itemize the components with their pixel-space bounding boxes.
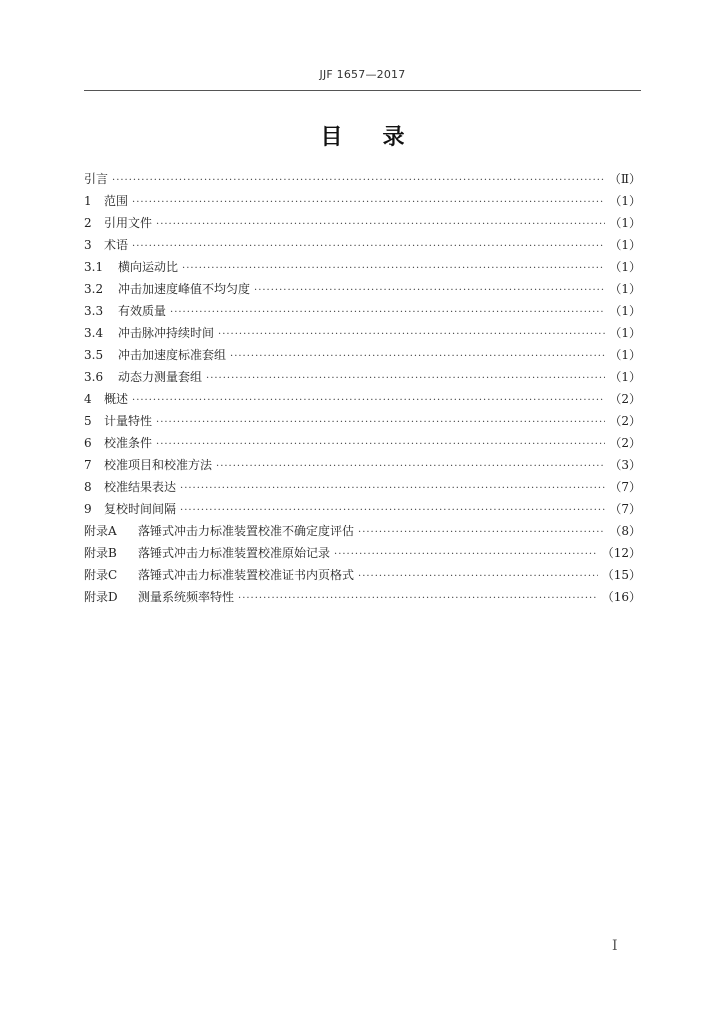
toc-dot-leader xyxy=(112,170,605,192)
title-char-2: 录 xyxy=(382,125,405,150)
toc-entry-label: 校准条件 xyxy=(104,436,153,450)
toc-entry-page: （1） xyxy=(609,370,641,384)
toc-entry-3-1[interactable] xyxy=(84,256,641,278)
document-code-header: JJF 1657—2017 xyxy=(319,68,406,81)
toc-entry-page: （12） xyxy=(601,546,641,560)
toc-entry-5[interactable] xyxy=(84,410,641,432)
toc-dot-leader xyxy=(230,346,605,368)
toc-entry-page: （15） xyxy=(601,568,641,582)
toc-entry-appendix-b[interactable] xyxy=(84,542,641,564)
toc-entry-label: 动态力测量套组 xyxy=(118,370,203,384)
toc-dot-leader xyxy=(358,522,605,544)
toc-entry-label: 横向运动比 xyxy=(118,260,179,274)
toc-entry-label: 计量特性 xyxy=(104,414,153,428)
toc-entry-label: 概述 xyxy=(104,392,129,406)
toc-entry-page: （1） xyxy=(609,238,641,252)
toc-dot-leader xyxy=(156,412,605,434)
toc-entry-label: 冲击脉冲持续时间 xyxy=(118,326,215,340)
toc-dot-leader xyxy=(182,258,605,280)
toc-entry-number: 8 xyxy=(84,480,92,494)
toc-entry-page: （1） xyxy=(609,348,641,362)
toc-entry-page: （1） xyxy=(609,304,641,318)
toc-dot-leader xyxy=(358,566,598,588)
toc-entry-appendix-c[interactable] xyxy=(84,564,641,586)
toc-entry-page: （1） xyxy=(609,282,641,296)
toc-entry-3-3[interactable] xyxy=(84,300,641,322)
toc-entry-label: 校准结果表达 xyxy=(104,480,177,494)
toc-entry-1[interactable] xyxy=(84,190,641,212)
toc-entry-label: 范围 xyxy=(104,194,129,208)
toc-entry-label: 引言 xyxy=(84,172,109,186)
toc-entry-label: 校准项目和校准方法 xyxy=(104,458,213,472)
toc-entry-page: （2） xyxy=(609,414,641,428)
toc-entry-label: 复校时间间隔 xyxy=(104,502,177,516)
toc-entry-number: 3.1 xyxy=(84,260,104,274)
toc-entry-label: 测量系统频率特性 xyxy=(138,590,235,604)
toc-entry-label: 术语 xyxy=(104,238,129,252)
toc-entry-number: 3.3 xyxy=(84,304,104,318)
toc-entry-4[interactable] xyxy=(84,388,641,410)
toc-entry-label: 落锤式冲击力标准装置校准不确定度评估 xyxy=(138,524,355,538)
toc-entry-number: 1 xyxy=(84,194,92,208)
toc-entry-number: 3 xyxy=(84,238,92,252)
toc-entry-2[interactable] xyxy=(84,212,641,234)
toc-entry-number: 5 xyxy=(84,414,92,428)
toc-entry-number: 2 xyxy=(84,216,92,230)
toc-entry-page: （Ⅱ） xyxy=(608,172,641,186)
toc-entry-3-6[interactable] xyxy=(84,366,641,388)
toc-entry-number: 附录D xyxy=(84,590,118,604)
toc-dot-leader xyxy=(216,456,605,478)
toc-entry-page: （7） xyxy=(609,480,641,494)
toc-entry-number: 附录A xyxy=(84,524,117,538)
toc-entry-6[interactable] xyxy=(84,432,641,454)
toc-entry-page: （8） xyxy=(609,524,641,538)
toc-dot-leader xyxy=(238,588,598,610)
toc-entry-number: 附录B xyxy=(84,546,117,560)
header-divider xyxy=(84,90,641,91)
toc-entry-7[interactable] xyxy=(84,454,641,476)
toc-entry-appendix-d[interactable] xyxy=(84,586,641,608)
toc-entry-label: 有效质量 xyxy=(118,304,167,318)
table-of-contents xyxy=(84,168,641,608)
toc-dot-leader xyxy=(170,302,605,324)
toc-entry-number: 3.5 xyxy=(84,348,104,362)
toc-dot-leader xyxy=(156,214,605,236)
toc-entry-page: （2） xyxy=(609,436,641,450)
toc-dot-leader xyxy=(156,434,605,456)
toc-entry-page: （7） xyxy=(609,502,641,516)
toc-entry-label: 引用文件 xyxy=(104,216,153,230)
title-char-1: 目 xyxy=(320,125,343,150)
toc-entry-label: 冲击加速度峰值不均匀度 xyxy=(118,282,251,296)
toc-dot-leader xyxy=(334,544,598,566)
toc-entry-label: 落锤式冲击力标准装置校准证书内页格式 xyxy=(138,568,355,582)
toc-entry-3-5[interactable] xyxy=(84,344,641,366)
toc-dot-leader xyxy=(206,368,605,390)
toc-entry-9[interactable] xyxy=(84,498,641,520)
toc-entry-page: （3） xyxy=(609,458,641,472)
toc-entry-3[interactable] xyxy=(84,234,641,256)
page-title xyxy=(84,120,641,151)
toc-dot-leader xyxy=(180,500,605,522)
toc-entry-number: 4 xyxy=(84,392,92,406)
toc-entry-3-4[interactable] xyxy=(84,322,641,344)
toc-entry-number: 3.6 xyxy=(84,370,104,384)
toc-dot-leader xyxy=(132,192,605,214)
toc-entry-number: 9 xyxy=(84,502,92,516)
toc-entry-8[interactable] xyxy=(84,476,641,498)
toc-entry-page: （16） xyxy=(601,590,641,604)
toc-entry-label: 落锤式冲击力标准装置校准原始记录 xyxy=(138,546,331,560)
toc-entry-page: （1） xyxy=(609,260,641,274)
toc-entry-page: （1） xyxy=(609,216,641,230)
toc-entry-number: 附录C xyxy=(84,568,118,582)
toc-entry-number: 3.2 xyxy=(84,282,104,296)
toc-entry-intro[interactable] xyxy=(84,168,641,190)
toc-entry-3-2[interactable] xyxy=(84,278,641,300)
page-number: Ⅰ xyxy=(612,938,618,954)
toc-dot-leader xyxy=(218,324,605,346)
toc-entry-page: （2） xyxy=(609,392,641,406)
toc-dot-leader xyxy=(180,478,605,500)
toc-entry-number: 3.4 xyxy=(84,326,104,340)
toc-dot-leader xyxy=(132,390,605,412)
toc-entry-number: 7 xyxy=(84,458,92,472)
toc-entry-page: （1） xyxy=(609,326,641,340)
toc-entry-appendix-a[interactable] xyxy=(84,520,641,542)
toc-dot-leader xyxy=(132,236,605,258)
toc-dot-leader xyxy=(254,280,605,302)
toc-entry-number: 6 xyxy=(84,436,92,450)
toc-entry-page: （1） xyxy=(609,194,641,208)
toc-entry-label: 冲击加速度标准套组 xyxy=(118,348,227,362)
